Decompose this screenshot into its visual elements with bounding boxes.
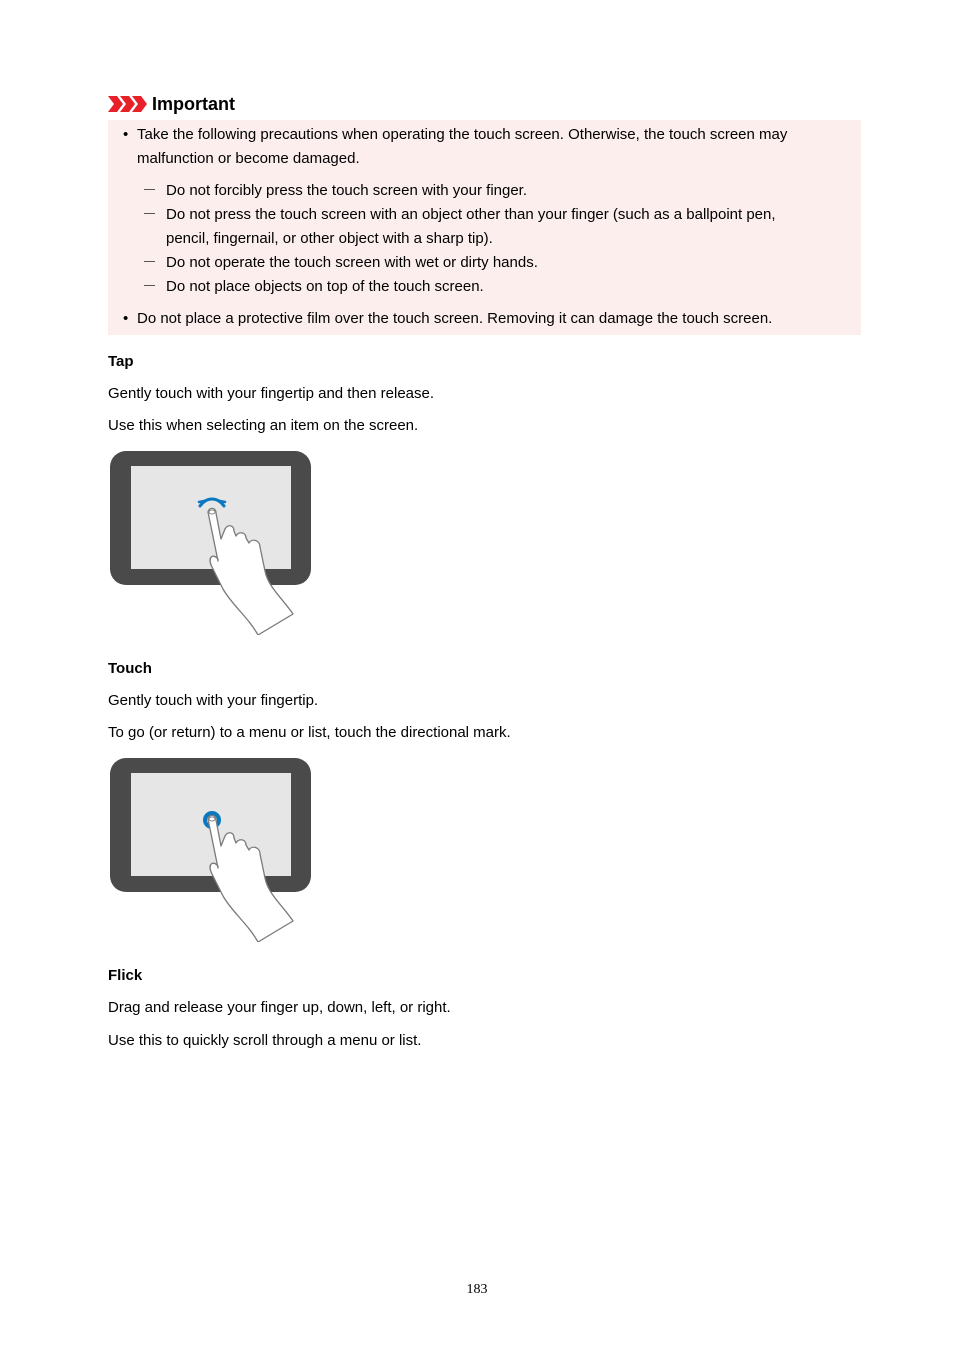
flick-heading: Flick bbox=[108, 967, 143, 984]
dash-marker bbox=[144, 213, 155, 214]
dash-marker bbox=[144, 261, 155, 262]
tap-gesture-illustration bbox=[108, 449, 313, 635]
touch-gesture-illustration bbox=[108, 756, 313, 942]
dash-marker bbox=[144, 189, 155, 190]
important-sub-1: Do not forcibly press the touch screen with your finger. bbox=[166, 182, 528, 199]
important-sub-2-line-1: Do not press the touch screen with an object other than your finger (such as a ballpoint pen, bbox=[166, 206, 776, 223]
important-title: Important bbox=[152, 93, 235, 114]
important-bullet-1-line-2: malfunction or become damaged. bbox=[137, 150, 360, 167]
important-bullet-2: Do not place a protective film over the touch screen. Removing it can damage the touch screen. bbox=[137, 310, 773, 327]
bullet-marker: • bbox=[123, 126, 129, 143]
important-sub-3: Do not operate the touch screen with wet or dirty hands. bbox=[166, 254, 538, 271]
flick-description-2: Use this to quickly scroll through a menu or list. bbox=[108, 1032, 422, 1049]
important-bullet-1-line-1: Take the following precautions when operating the touch screen. Otherwise, the touch screen may bbox=[137, 126, 788, 143]
tap-heading: Tap bbox=[108, 353, 134, 370]
touch-description-1: Gently touch with your fingertip. bbox=[108, 692, 319, 709]
tap-description-1: Gently touch with your fingertip and then release. bbox=[108, 385, 435, 402]
tap-description-2: Use this when selecting an item on the screen. bbox=[108, 417, 419, 434]
page-number: 183 bbox=[466, 1282, 488, 1297]
important-sub-2-line-2: pencil, fingernail, or other object with a sharp tip). bbox=[166, 230, 493, 247]
bullet-marker: • bbox=[123, 310, 129, 327]
important-sub-4: Do not place objects on top of the touch screen. bbox=[166, 278, 484, 295]
flick-description-1: Drag and release your finger up, down, left, or right. bbox=[108, 999, 451, 1016]
important-box bbox=[108, 120, 861, 335]
important-header bbox=[108, 92, 235, 116]
dash-marker bbox=[144, 285, 155, 286]
touch-description-2: To go (or return) to a menu or list, touch the directional mark. bbox=[108, 724, 511, 741]
important-chevron-icon bbox=[108, 96, 148, 112]
touch-heading: Touch bbox=[108, 660, 152, 677]
